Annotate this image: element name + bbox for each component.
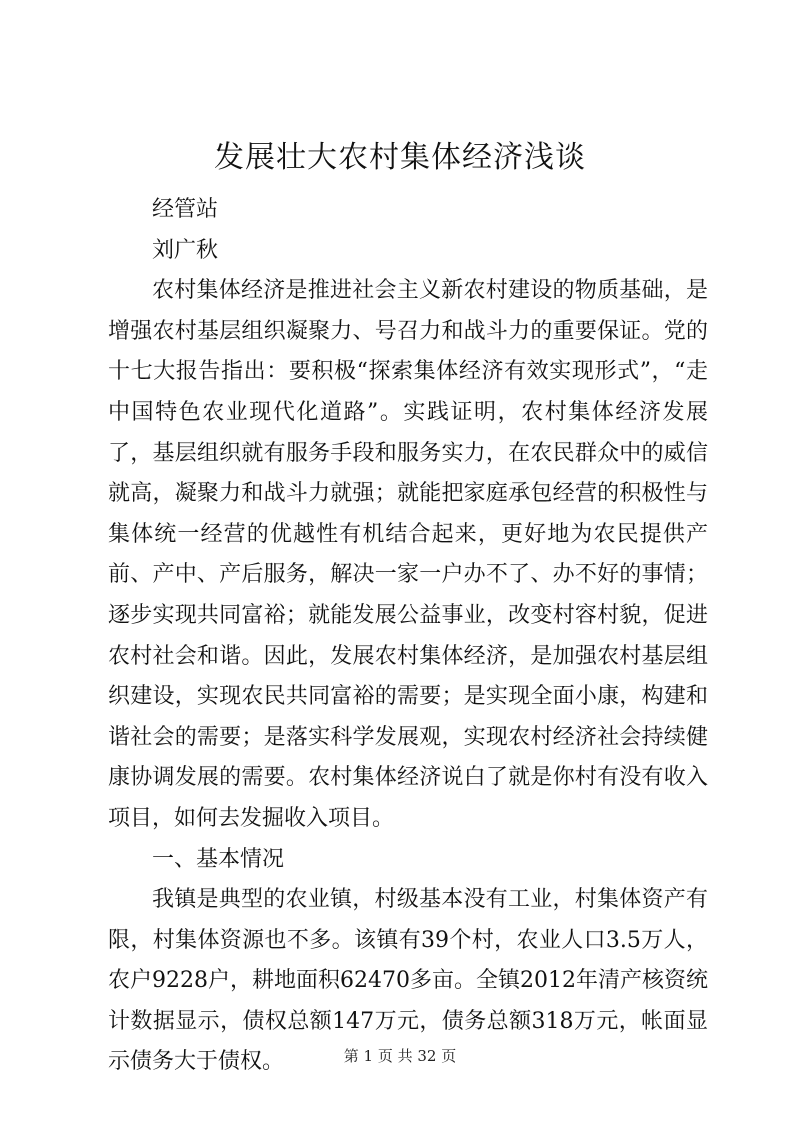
section-heading: 一、基本情况 (152, 846, 285, 872)
document-body (108, 190, 708, 1083)
document-title: 发展壮大农村集体经济浅谈 (214, 140, 586, 175)
paragraph-basic-situation: 我镇是典型的农业镇，村级基本没有工业，村集体资产有限，村集体资源也不多。该镇有39个村，农业人口3.5万人，农户9228户，耕地面积62470多亩。全镇2012年清产核资统计数据显示，债权总额147万元，债务总额318万元，帐面显示债务大于债权。 (108, 887, 708, 1075)
paragraph-intro: 农村集体经济是推进社会主义新农村建设的物质基础，是增强农村基层组织凝聚力、号召力和战斗力的重要保证。党的十七大报告指出：要积极“探索集体经济有效实现形式”，“走中国特色农业现代化道路”。实践证明，农村集体经济发展了，基层组织就有服务手段和服务实力，在农民群众中的威信就高，凝聚力和战斗力就强；就能把家庭承包经营的积极性与集体统一经营的优越性有机结合起来，更好地为农民提供产前、产中、产后服务，解决一家一户办不了、办不好的事情；逐步实现共同富裕；就能发展公益事业，改变村容村貌，促进农村社会和谐。因此，发展农村集体经济，是加强农村基层组织建设，实现农民共同富裕的需要；是实现全面小康，构建和谐社会的需要；是落实科学发展观，实现农村经济社会持续健康协调发展的需要。农村集体经济说白了就是你村有没有收入项目，如何去发掘收入项目。 (108, 278, 708, 831)
organization-line: 经管站 (152, 197, 219, 222)
author-line: 刘广秋 (152, 237, 219, 263)
page-number-footer: 第 1 页 共 32 页 (343, 1047, 457, 1065)
